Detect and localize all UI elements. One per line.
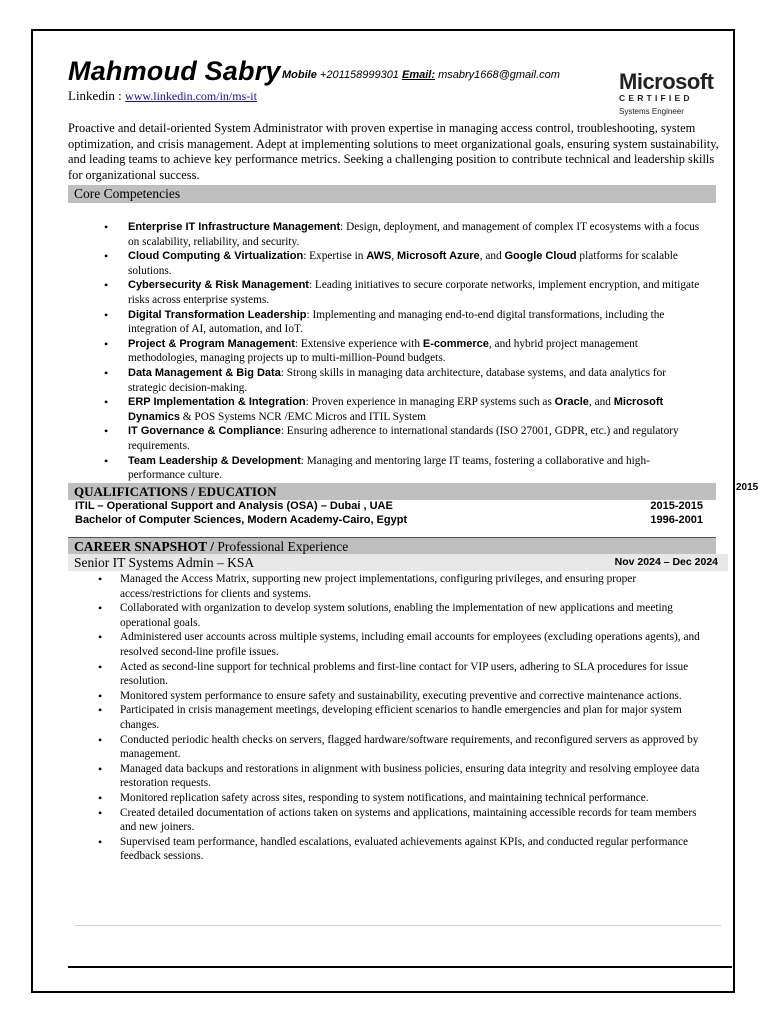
experience-item: • Monitored replication safety across sites, responding to system notifications, and maintaining technical performance. (98, 791, 713, 806)
job-title: Senior IT Systems Admin – KSA (74, 555, 255, 570)
certification-role: Systems Engineer (619, 107, 684, 116)
qualification-text: ITIL – Operational Support and Analysis (OSA) – Dubai , UAE (75, 500, 393, 512)
job-role-bar (68, 554, 728, 571)
experience-item: • Created detailed documentation of actions taken on systems and applications, maintaining accessible records for team members and new joiners. (98, 806, 713, 835)
experience-item: • Collaborated with organization to develop system solutions, enabling the implementation of new applications and meeting operational goals. (98, 601, 713, 630)
competency-item: • Digital Transformation Leadership: Implementing and managing end-to-end digital transformations, including the integration of AI, automation, and IoT. (104, 308, 704, 337)
divider-line (75, 925, 721, 926)
competency-item: • Cybersecurity & Risk Management: Leading initiatives to secure corporate networks, implement encryption, and mitigate risks across enterprise systems. (104, 278, 704, 307)
experience-item: • Managed the Access Matrix, supporting new project implementations, configuring privileges, and ensuring proper access/restrictions for clients and systems. (98, 572, 713, 601)
qualification-years: 1996-2001 (650, 514, 703, 526)
competency-item: • Enterprise IT Infrastructure Management: Design, deployment, and management of complex IT ecosystems with a focus on scalability, reliability, and security. (104, 220, 704, 249)
qualification-row (75, 500, 705, 512)
experience-item: • Monitored system performance to ensure safety and sustainability, executing preventive and corrective maintenance actions. (98, 689, 713, 704)
career-snapshot-heading (68, 537, 716, 554)
footer-rule (68, 966, 732, 968)
microsoft-certified-logo (619, 71, 719, 117)
core-competencies-list (104, 220, 704, 483)
experience-item: • Administered user accounts across multiple systems, including email accounts for employees (excluding operations agents), and resolved second-line profile issues. (98, 630, 713, 659)
career-title-bold: CAREER SNAPSHOT / (74, 539, 215, 554)
candidate-name: Mahmoud Sabry (68, 56, 281, 86)
competency-item: • Project & Program Management: Extensive experience with E-commerce, and hybrid project management methodologies, managing projects up to multi-million-Pound budgets. (104, 337, 704, 366)
microsoft-wordmark: Microsoft (619, 69, 714, 94)
qualification-row (75, 514, 705, 526)
qualifications-heading: QUALIFICATIONS / EDUCATION (68, 483, 716, 500)
experience-list (98, 572, 713, 864)
contact-line (282, 69, 560, 81)
experience-item: • Participated in crisis management meetings, developing efficient scenarios to handle emergencies and plan for major system changes. (98, 703, 713, 732)
mobile-label: Mobile (282, 69, 317, 81)
competency-item: • IT Governance & Compliance: Ensuring adherence to international standards (ISO 27001, GDPR, etc.) and regulatory requirements. (104, 424, 704, 453)
job-dates: Nov 2024 – Dec 2024 (614, 556, 718, 568)
experience-item: • Supervised team performance, handled escalations, evaluated achievements against KPIs, and conducted regular performance feedback sessions. (98, 835, 713, 864)
linkedin-link[interactable]: www.linkedin.com/in/ms-it (125, 89, 257, 103)
core-competencies-heading: Core Competencies (68, 185, 716, 203)
competency-item: • Data Management & Big Data: Strong skills in managing data architecture, database systems, and data analytics for strategic decision-making. (104, 366, 704, 395)
stray-year-text: 2015 (736, 482, 759, 493)
linkedin-label: Linkedin : (68, 88, 122, 103)
competency-item: • Team Leadership & Development: Managing and mentoring large IT teams, fostering a collaborative and high-performance culture. (104, 454, 704, 483)
linkedin-line (68, 88, 257, 104)
email-label: Email: (402, 69, 436, 81)
experience-item: • Acted as second-line support for technical problems and first-line contact for VIP users, adhering to SLA procedures for issue resolution. (98, 660, 713, 689)
qualification-text: Bachelor of Computer Sciences, Modern Academy-Cairo, Egypt (75, 514, 408, 526)
experience-item: • Conducted periodic health checks on servers, flagged hardware/software requirements, and reconfigured servers as approved by management. (98, 733, 713, 762)
career-title-rest: Professional Experience (214, 539, 349, 554)
email-address: msabry1668@gmail.com (438, 69, 560, 81)
professional-summary: Proactive and detail-oriented System Administrator with proven expertise in managing access control, troubleshooting, system optimization, and crisis management. Adept at implementing solutions to meet organizational goals, ensuring system sustainability, and leading teams to achieve key performance metrics. Seeking a challenging position to contribute technical and leadership skills for organizational success. (68, 121, 719, 182)
mobile-number: +201158999301 (319, 69, 399, 81)
certified-label: CERTIFIED (619, 93, 693, 103)
experience-item: • Managed data backups and restorations in alignment with business policies, ensuring data integrity and resolving employee data restoration requests. (98, 762, 713, 791)
qualification-years: 2015-2015 (650, 500, 703, 512)
competency-item: • ERP Implementation & Integration: Proven experience in managing ERP systems such as Oracle, and Microsoft Dynamics & POS Systems NCR /EMC Micros and ITIL System (104, 395, 704, 424)
competency-item: • Cloud Computing & Virtualization: Expertise in AWS, Microsoft Azure, and Google Cloud platforms for scalable solutions. (104, 249, 704, 278)
